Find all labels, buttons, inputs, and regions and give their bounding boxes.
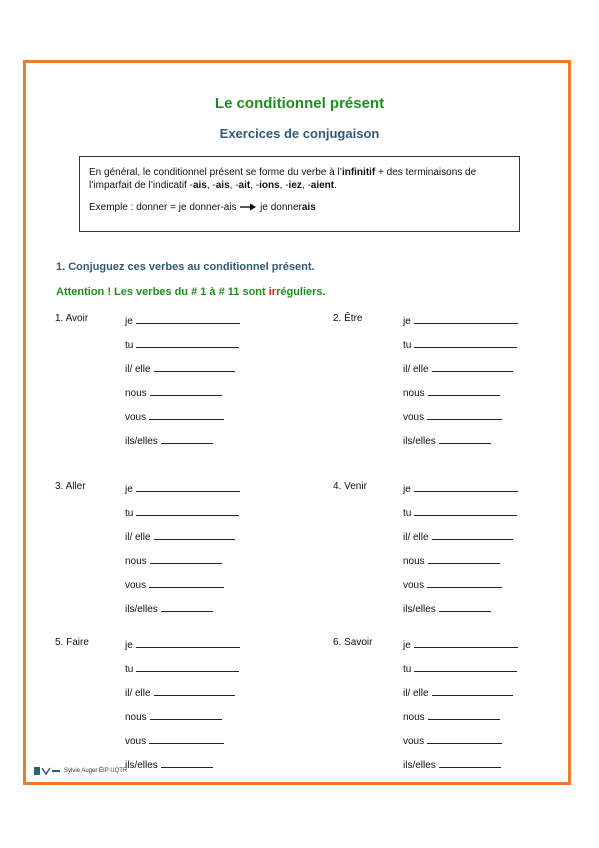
- pronoun: ils/elles: [125, 760, 158, 771]
- rule-infinitif: infinitif: [341, 167, 376, 178]
- pronoun: vous: [403, 580, 425, 591]
- answer-blank[interactable]: [439, 433, 491, 444]
- conjugation-row: [403, 733, 502, 747]
- page-subtitle: Exercices de conjugaison: [219, 126, 380, 141]
- pronoun: il/ elle: [403, 532, 429, 543]
- conjugation-row: [403, 577, 502, 591]
- conjugation-row: [125, 433, 213, 447]
- pronoun: ils/elles: [403, 760, 436, 771]
- conjugation-row: [125, 481, 240, 495]
- separator: , -: [279, 180, 289, 191]
- conjugation-row: [403, 313, 518, 327]
- pronoun: ils/elles: [125, 436, 158, 447]
- pronoun: vous: [125, 736, 147, 747]
- conjugation-row: [125, 337, 239, 351]
- answer-blank[interactable]: [439, 757, 501, 768]
- pronoun: je: [403, 316, 411, 327]
- answer-blank[interactable]: [414, 505, 517, 516]
- conjugation-row: [125, 709, 222, 723]
- answer-blank[interactable]: [136, 481, 240, 492]
- pronoun: je: [403, 640, 411, 651]
- answer-blank[interactable]: [154, 361, 235, 372]
- pronoun: je: [403, 484, 411, 495]
- attention-note: [56, 286, 326, 298]
- answer-blank[interactable]: [149, 577, 224, 588]
- pronoun: je: [125, 316, 133, 327]
- pronoun: vous: [403, 412, 425, 423]
- conjugation-row: [403, 409, 502, 423]
- rule-text: l’imparfait de l’indicatif -: [89, 180, 193, 191]
- example-text: Exemple : donner = je donner-ais: [89, 202, 237, 213]
- answer-blank[interactable]: [414, 637, 518, 648]
- attention-text: Attention ! Les verbes du # 1 à # 11 sont: [56, 286, 269, 298]
- rule-text: + des terminaisons de: [375, 167, 477, 178]
- pronoun: nous: [403, 556, 425, 567]
- conjugation-row: [403, 685, 513, 699]
- verb-label: 5. Faire: [55, 637, 89, 648]
- pronoun: tu: [403, 664, 412, 675]
- ending: aient: [310, 180, 335, 191]
- answer-blank[interactable]: [428, 385, 500, 396]
- verb-label: 2. Être: [333, 313, 363, 324]
- conjugation-row: [403, 481, 518, 495]
- pronoun: vous: [125, 412, 147, 423]
- answer-blank[interactable]: [149, 733, 224, 744]
- pronoun: tu: [125, 508, 134, 519]
- pronoun: il/ elle: [125, 364, 151, 375]
- rule-text: En général, le conditionnel présent se forme du verbe à l’: [89, 167, 342, 178]
- ending: iez: [288, 180, 302, 191]
- pronoun: ils/elles: [403, 604, 436, 615]
- conjugation-row: [125, 361, 235, 375]
- verb-label: 1. Avoir: [55, 313, 89, 324]
- answer-blank[interactable]: [150, 553, 222, 564]
- conjugation-row: [125, 529, 235, 543]
- rule-line-2: [89, 179, 510, 192]
- pronoun: nous: [403, 388, 425, 399]
- conjugation-row: [403, 529, 513, 543]
- ending: ais: [192, 180, 207, 191]
- pronoun: tu: [403, 340, 412, 351]
- pronoun: nous: [125, 556, 147, 567]
- section-title: 1. Conjuguez ces verbes au conditionnel présent.: [56, 261, 315, 273]
- answer-blank[interactable]: [414, 661, 517, 672]
- pronoun: il/ elle: [403, 688, 429, 699]
- answer-blank[interactable]: [150, 385, 222, 396]
- ending: ait: [238, 180, 251, 191]
- attention-highlight: ir: [268, 286, 277, 298]
- answer-blank[interactable]: [414, 337, 517, 348]
- pronoun: je: [125, 640, 133, 651]
- conjugation-row: [403, 361, 513, 375]
- conjugation-row: [125, 733, 224, 747]
- page-title: Le conditionnel présent: [214, 95, 385, 112]
- conjugation-row: [125, 385, 222, 399]
- conjugation-row: [125, 409, 224, 423]
- ending: ions: [259, 180, 280, 191]
- answer-blank[interactable]: [414, 481, 518, 492]
- answer-blank[interactable]: [136, 661, 239, 672]
- answer-blank[interactable]: [154, 529, 235, 540]
- pronoun: nous: [403, 712, 425, 723]
- example-result: je donner: [260, 202, 302, 213]
- pronoun: vous: [125, 580, 147, 591]
- answer-blank[interactable]: [161, 757, 213, 768]
- pronoun: nous: [125, 388, 147, 399]
- conjugation-row: [403, 385, 500, 399]
- answer-blank[interactable]: [136, 337, 239, 348]
- footer: [33, 765, 127, 777]
- conjugation-row: [403, 661, 517, 675]
- pronoun: ils/elles: [125, 604, 158, 615]
- conjugation-row: [125, 661, 239, 675]
- answer-blank[interactable]: [432, 529, 513, 540]
- answer-blank[interactable]: [150, 709, 222, 720]
- conjugation-row: [403, 505, 517, 519]
- answer-blank[interactable]: [136, 637, 240, 648]
- example-ending: ais: [301, 202, 316, 213]
- attention-text: réguliers.: [276, 286, 326, 298]
- conjugation-row: [125, 601, 213, 615]
- answer-blank[interactable]: [161, 601, 213, 612]
- answer-blank[interactable]: [427, 577, 502, 588]
- footer-credit: Sylvie Auger ÉIP UQTR: [64, 768, 128, 774]
- pronoun: il/ elle: [125, 532, 151, 543]
- separator: , -: [206, 180, 216, 191]
- pronoun: tu: [403, 508, 412, 519]
- pronoun: il/ elle: [125, 688, 151, 699]
- answer-blank[interactable]: [428, 553, 500, 564]
- conjugation-row: [125, 757, 213, 771]
- answer-blank[interactable]: [439, 601, 491, 612]
- verb-label: 6. Savoir: [333, 637, 373, 648]
- verb-label: 3. Aller: [55, 481, 86, 492]
- pronoun: ils/elles: [403, 436, 436, 447]
- verb-label: 4. Venir: [333, 481, 367, 492]
- pronoun: nous: [125, 712, 147, 723]
- separator: , -: [301, 180, 311, 191]
- conjugation-row: [403, 709, 500, 723]
- answer-blank[interactable]: [427, 733, 502, 744]
- separator: , -: [250, 180, 260, 191]
- conjugation-row: [125, 577, 224, 591]
- rule-line-1: [89, 166, 510, 179]
- pronoun: tu: [125, 340, 134, 351]
- conjugation-row: [403, 637, 518, 651]
- pronoun: vous: [403, 736, 425, 747]
- separator: .: [334, 180, 337, 191]
- conjugation-row: [403, 601, 491, 615]
- institution-logo: [33, 765, 61, 777]
- answer-blank[interactable]: [432, 361, 513, 372]
- rule-box: [79, 156, 520, 232]
- ending: ais: [215, 180, 230, 191]
- pronoun: il/ elle: [403, 364, 429, 375]
- answer-blank[interactable]: [161, 433, 213, 444]
- rule-example: [89, 201, 510, 214]
- answer-blank[interactable]: [136, 313, 240, 324]
- answer-blank[interactable]: [428, 709, 500, 720]
- pronoun: tu: [125, 664, 134, 675]
- separator: , -: [229, 180, 239, 191]
- arrow-right-icon: [239, 203, 257, 211]
- conjugation-row: [125, 637, 240, 651]
- conjugation-row: [403, 553, 500, 567]
- conjugation-row: [125, 313, 240, 327]
- conjugation-row: [125, 505, 239, 519]
- answer-blank[interactable]: [414, 313, 518, 324]
- answer-blank[interactable]: [432, 685, 513, 696]
- conjugation-row: [125, 685, 235, 699]
- pronoun: je: [125, 484, 133, 495]
- conjugation-row: [125, 553, 222, 567]
- conjugation-row: [403, 757, 501, 771]
- answer-blank[interactable]: [154, 685, 235, 696]
- answer-blank[interactable]: [427, 409, 502, 420]
- answer-blank[interactable]: [136, 505, 239, 516]
- answer-blank[interactable]: [149, 409, 224, 420]
- conjugation-row: [403, 337, 517, 351]
- conjugation-row: [403, 433, 491, 447]
